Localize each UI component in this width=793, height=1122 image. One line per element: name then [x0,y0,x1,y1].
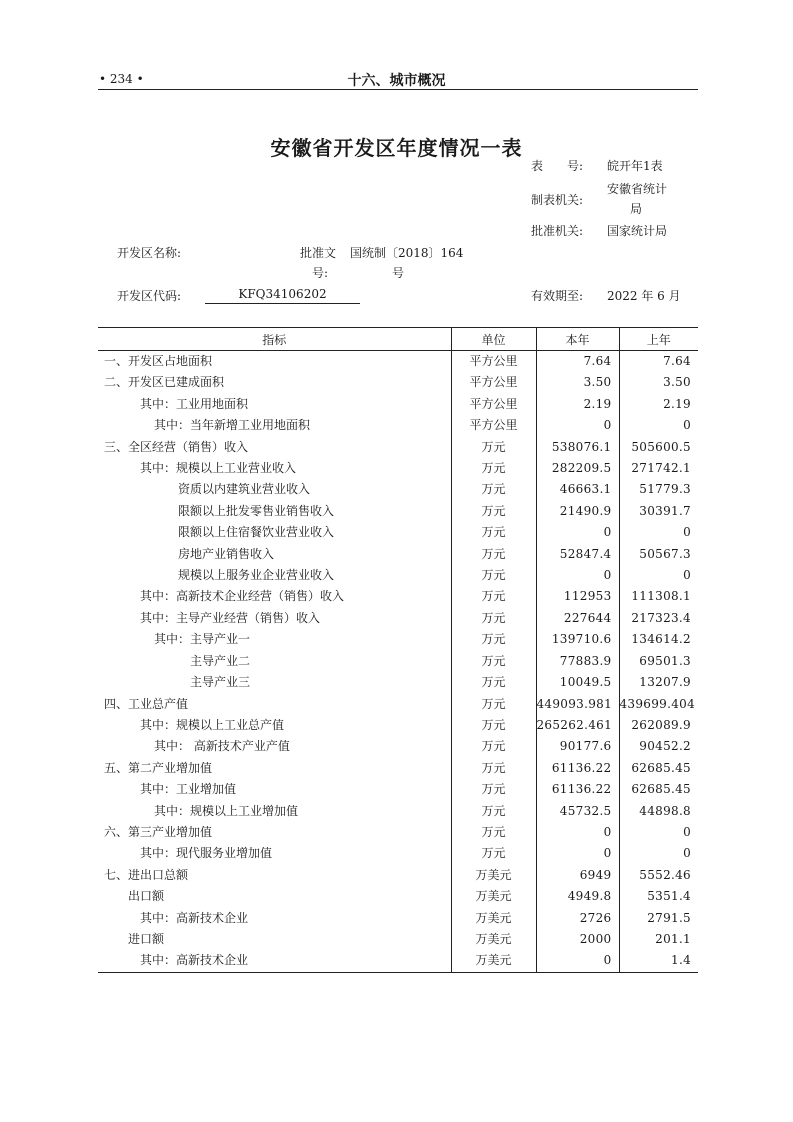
current-cell: 282209.5 [536,458,619,479]
current-cell: 3.50 [536,372,619,393]
unit-cell: 万美元 [451,908,536,929]
current-cell: 61136.22 [536,779,619,800]
previous-cell: 30391.7 [619,501,698,522]
table-row [98,394,698,415]
unit-cell: 万元 [451,715,536,736]
section-title: 十六、城市概况 [347,73,446,89]
indicator-cell: 其中：当年新增工业用地面积 [154,418,311,433]
unit-cell: 万元 [451,586,536,607]
current-cell: 46663.1 [536,479,619,500]
unit-cell: 平方公里 [451,372,536,393]
current-cell: 45732.5 [536,801,619,822]
table-row [98,372,698,393]
table-row [98,908,698,929]
previous-cell: 51779.3 [619,479,698,500]
unit-cell: 万元 [451,501,536,522]
unit-cell: 万元 [451,437,536,458]
indicator-cell: 限额以上住宿餐饮业营业收入 [178,525,335,540]
previous-cell: 111308.1 [619,586,698,607]
page-number: • 234 • [99,72,144,86]
table-row [98,586,698,607]
unit-cell: 万美元 [451,865,536,886]
previous-cell: 262089.9 [619,715,698,736]
unit-cell: 万元 [451,608,536,629]
previous-cell: 134614.2 [619,629,698,650]
current-cell: 0 [536,950,619,972]
table-row [98,479,698,500]
indicator-cell: 一、开发区占地面积 [104,354,213,368]
table-no-value: 皖开年1表 [607,159,663,173]
previous-cell: 62685.45 [619,758,698,779]
previous-cell: 0 [619,565,698,586]
current-cell: 449093.981 [536,694,619,715]
previous-cell: 50567.3 [619,544,698,565]
table-row [98,522,698,543]
current-cell: 139710.6 [536,629,619,650]
table-row [98,950,698,972]
indicator-cell: 其中：规模以上工业营业收入 [140,461,297,476]
indicator-cell: 四、工业总产值 [104,696,189,711]
header-previous-year: 上年 [619,328,698,351]
current-cell: 21490.9 [536,501,619,522]
indicator-cell: 资质以内建筑业营业收入 [178,482,311,497]
current-cell: 0 [536,843,619,864]
table-title: 安徽省开发区年度情况一表 [270,136,523,160]
current-cell: 10049.5 [536,672,619,693]
unit-cell: 万元 [451,544,536,565]
indicator-table [98,327,698,973]
maker-value-line1: 安徽省统计 [607,182,668,196]
indicator-cell: 其中：规模以上工业增加值 [154,803,299,818]
previous-cell: 3.50 [619,372,698,393]
indicator-cell: 房地产业销售收入 [178,546,275,561]
unit-cell: 万元 [451,565,536,586]
indicator-cell: 规模以上服务业企业营业收入 [178,568,335,583]
previous-cell: 0 [619,522,698,543]
table-row [98,458,698,479]
table-row [98,544,698,565]
indicator-cell: 主导产业三 [190,675,251,690]
unit-cell: 万元 [451,758,536,779]
maker-value-line2: 局 [630,202,643,216]
indicator-cell: 其中：高新技术企业 [98,950,451,972]
table-row [98,758,698,779]
unit-cell: 平方公里 [451,415,536,436]
previous-cell: 0 [619,822,698,843]
unit-cell: 万元 [451,843,536,864]
table-row [98,672,698,693]
unit-cell: 万美元 [451,886,536,907]
previous-cell: 2.19 [619,394,698,415]
indicator-cell: 限额以上批发零售业销售收入 [178,503,335,518]
valid-value: 2022 年 6 月 [607,289,681,303]
previous-cell: 62685.45 [619,779,698,800]
header-current-year: 本年 [536,328,619,351]
maker-label: 制表机关: [531,193,584,207]
table-row [98,651,698,672]
indicator-cell: 主导产业二 [190,653,251,668]
table-row [98,415,698,436]
table-row [98,608,698,629]
approver-value: 国家统计局 [607,224,668,238]
indicator-cell: 其中：规模以上工业总产值 [140,717,285,732]
header-unit: 单位 [451,328,536,351]
previous-cell: 90452.2 [619,736,698,757]
indicator-cell: 其中：高新技术企业 [140,910,249,925]
unit-cell: 万元 [451,694,536,715]
indicator-cell: 进口额 [128,931,165,946]
previous-cell: 69501.3 [619,651,698,672]
current-cell: 6949 [536,865,619,886]
unit-cell: 万元 [451,458,536,479]
previous-cell: 5351.4 [619,886,698,907]
current-cell: 77883.9 [536,651,619,672]
unit-cell: 平方公里 [451,351,536,373]
previous-cell: 217323.4 [619,608,698,629]
approval-doc-value-line1: 国统制〔2018〕164 [350,246,464,260]
table-row [98,629,698,650]
indicator-cell: 三、全区经营（销售）收入 [104,439,249,454]
approval-doc-label-line2: 号: [312,266,329,280]
approver-label: 批准机关: [531,224,584,238]
unit-cell: 万元 [451,651,536,672]
current-cell: 61136.22 [536,758,619,779]
approval-doc-label-line1: 批准文 [300,246,337,260]
current-cell: 0 [536,822,619,843]
unit-cell: 万元 [451,736,536,757]
table-row [98,886,698,907]
table-no-label: 表 号: [531,159,584,173]
indicator-cell: 其中：主导产业经营（销售）收入 [140,610,321,625]
unit-cell: 万元 [451,779,536,800]
previous-cell: 0 [619,843,698,864]
current-cell: 265262.461 [536,715,619,736]
current-cell: 2.19 [536,394,619,415]
table-row [98,351,698,373]
approval-doc-value-line2: 号 [392,266,405,280]
indicator-cell: 六、第三产业增加值 [104,824,213,839]
previous-cell: 271742.1 [619,458,698,479]
unit-cell: 万元 [451,479,536,500]
header-indicator: 指标 [98,328,451,351]
zone-code-value: KFQ34106202 [205,287,360,304]
current-cell: 0 [536,565,619,586]
table-row [98,565,698,586]
current-cell: 4949.8 [536,886,619,907]
current-cell: 112953 [536,586,619,607]
previous-cell: 439699.404 [619,694,698,715]
table-row [98,822,698,843]
unit-cell: 万元 [451,522,536,543]
unit-cell: 万美元 [451,929,536,950]
previous-cell: 44898.8 [619,801,698,822]
zone-name-label: 开发区名称: [117,246,182,260]
unit-cell: 万元 [451,801,536,822]
unit-cell: 平方公里 [451,394,536,415]
table-row [98,843,698,864]
previous-cell: 2791.5 [619,908,698,929]
indicator-cell: 其中： 高新技术产业产值 [154,739,290,754]
previous-cell: 5552.46 [619,865,698,886]
previous-cell: 7.64 [619,351,698,373]
indicator-cell: 七、进出口总额 [104,867,189,882]
previous-cell: 201.1 [619,929,698,950]
previous-cell: 13207.9 [619,672,698,693]
unit-cell: 万元 [451,629,536,650]
indicator-cell: 其中：主导产业一 [154,632,251,647]
previous-cell: 0 [619,415,698,436]
current-cell: 52847.4 [536,544,619,565]
current-cell: 538076.1 [536,437,619,458]
indicator-cell: 其中：现代服务业增加值 [140,846,273,861]
current-cell: 0 [536,522,619,543]
table-row [98,929,698,950]
current-cell: 2000 [536,929,619,950]
table-row [98,801,698,822]
zone-code-label: 开发区代码: [117,289,182,303]
indicator-cell: 其中：工业用地面积 [140,396,249,411]
table-row [98,865,698,886]
table-header-row [98,328,698,351]
indicator-cell: 出口额 [128,889,165,904]
indicator-cell: 其中：工业增加值 [140,782,237,797]
current-cell: 90177.6 [536,736,619,757]
header-rule [98,89,698,90]
table-row [98,715,698,736]
indicator-cell: 其中：高新技术企业经营（销售）收入 [140,589,345,604]
table-row [98,437,698,458]
unit-cell: 万元 [451,672,536,693]
table-row [98,779,698,800]
indicator-cell: 五、第二产业增加值 [104,760,213,775]
current-cell: 0 [536,415,619,436]
current-cell: 2726 [536,908,619,929]
unit-cell: 万美元 [451,950,536,972]
current-cell: 7.64 [536,351,619,373]
indicator-cell: 二、开发区已建成面积 [104,375,225,390]
previous-cell: 1.4 [619,950,698,972]
table-row [98,501,698,522]
valid-label: 有效期至: [531,289,584,303]
table-row [98,694,698,715]
table-row [98,736,698,757]
current-cell: 227644 [536,608,619,629]
unit-cell: 万元 [451,822,536,843]
previous-cell: 505600.5 [619,437,698,458]
